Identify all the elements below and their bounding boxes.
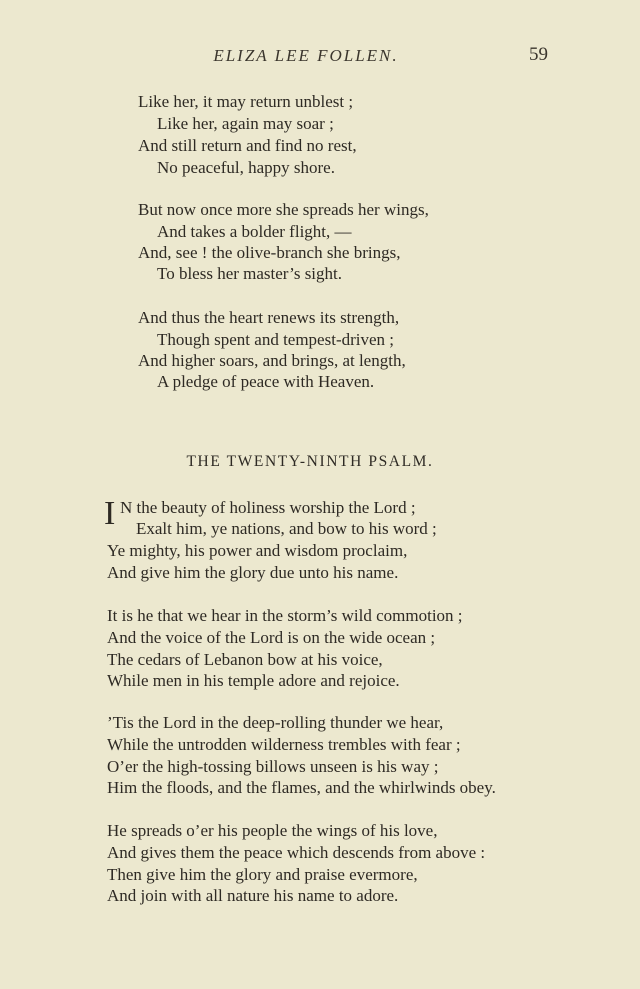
drop-cap: I bbox=[104, 495, 116, 532]
poem-line: It is he that we hear in the storm’s wild commotion ; bbox=[107, 606, 463, 625]
poem-line: While men in his temple adore and rejoice. bbox=[107, 671, 400, 690]
poem-line: Then give him the glory and praise evermore, bbox=[107, 865, 418, 884]
poem-line: N the beauty of holiness worship the Lord ; bbox=[120, 498, 416, 517]
poem-line: But now once more she spreads her wings, bbox=[138, 200, 429, 219]
poem-line: While the untrodden wilderness trembles with fear ; bbox=[107, 735, 461, 754]
poem-line: And gives them the peace which descends from above : bbox=[107, 843, 486, 862]
poem-line: And give him the glory due unto his name. bbox=[107, 563, 399, 582]
running-header: ELIZA LEE FOLLEN. bbox=[213, 46, 399, 65]
poem-line: To bless her master’s sight. bbox=[157, 264, 342, 283]
poem-line: O’er the high-tossing billows unseen is his way ; bbox=[107, 757, 439, 776]
poem-line: And, see ! the olive-branch she brings, bbox=[138, 243, 401, 262]
poem-line: And thus the heart renews its strength, bbox=[138, 308, 400, 327]
poem-line: Though spent and tempest-driven ; bbox=[157, 330, 395, 349]
poem-line: No peaceful, happy shore. bbox=[157, 158, 335, 177]
poem-line: Him the floods, and the flames, and the whirlwinds obey. bbox=[107, 778, 496, 797]
poem-line: And higher soars, and brings, at length, bbox=[138, 351, 406, 370]
poem-line: And still return and find no rest, bbox=[138, 136, 357, 155]
poem-line: ’Tis the Lord in the deep-rolling thunder we hear, bbox=[107, 713, 444, 732]
poem-line: Like her, again may soar ; bbox=[157, 114, 334, 133]
page-number: 59 bbox=[529, 44, 548, 65]
poem-line: The cedars of Lebanon bow at his voice, bbox=[107, 650, 383, 669]
poem-line: And the voice of the Lord is on the wide ocean ; bbox=[107, 628, 436, 647]
poem-line: A pledge of peace with Heaven. bbox=[157, 372, 375, 391]
poem-line: And join with all nature his name to adore. bbox=[107, 886, 399, 905]
poem-title: THE TWENTY-NINTH PSALM. bbox=[186, 453, 434, 470]
poem-line: Like her, it may return unblest ; bbox=[138, 92, 354, 111]
poem-line: And takes a bolder flight, — bbox=[157, 222, 352, 241]
poem-line: He spreads o’er his people the wings of his love, bbox=[107, 821, 438, 840]
poem-line: Exalt him, ye nations, and bow to his word ; bbox=[136, 519, 437, 538]
poem-line: Ye mighty, his power and wisdom proclaim, bbox=[107, 541, 408, 560]
